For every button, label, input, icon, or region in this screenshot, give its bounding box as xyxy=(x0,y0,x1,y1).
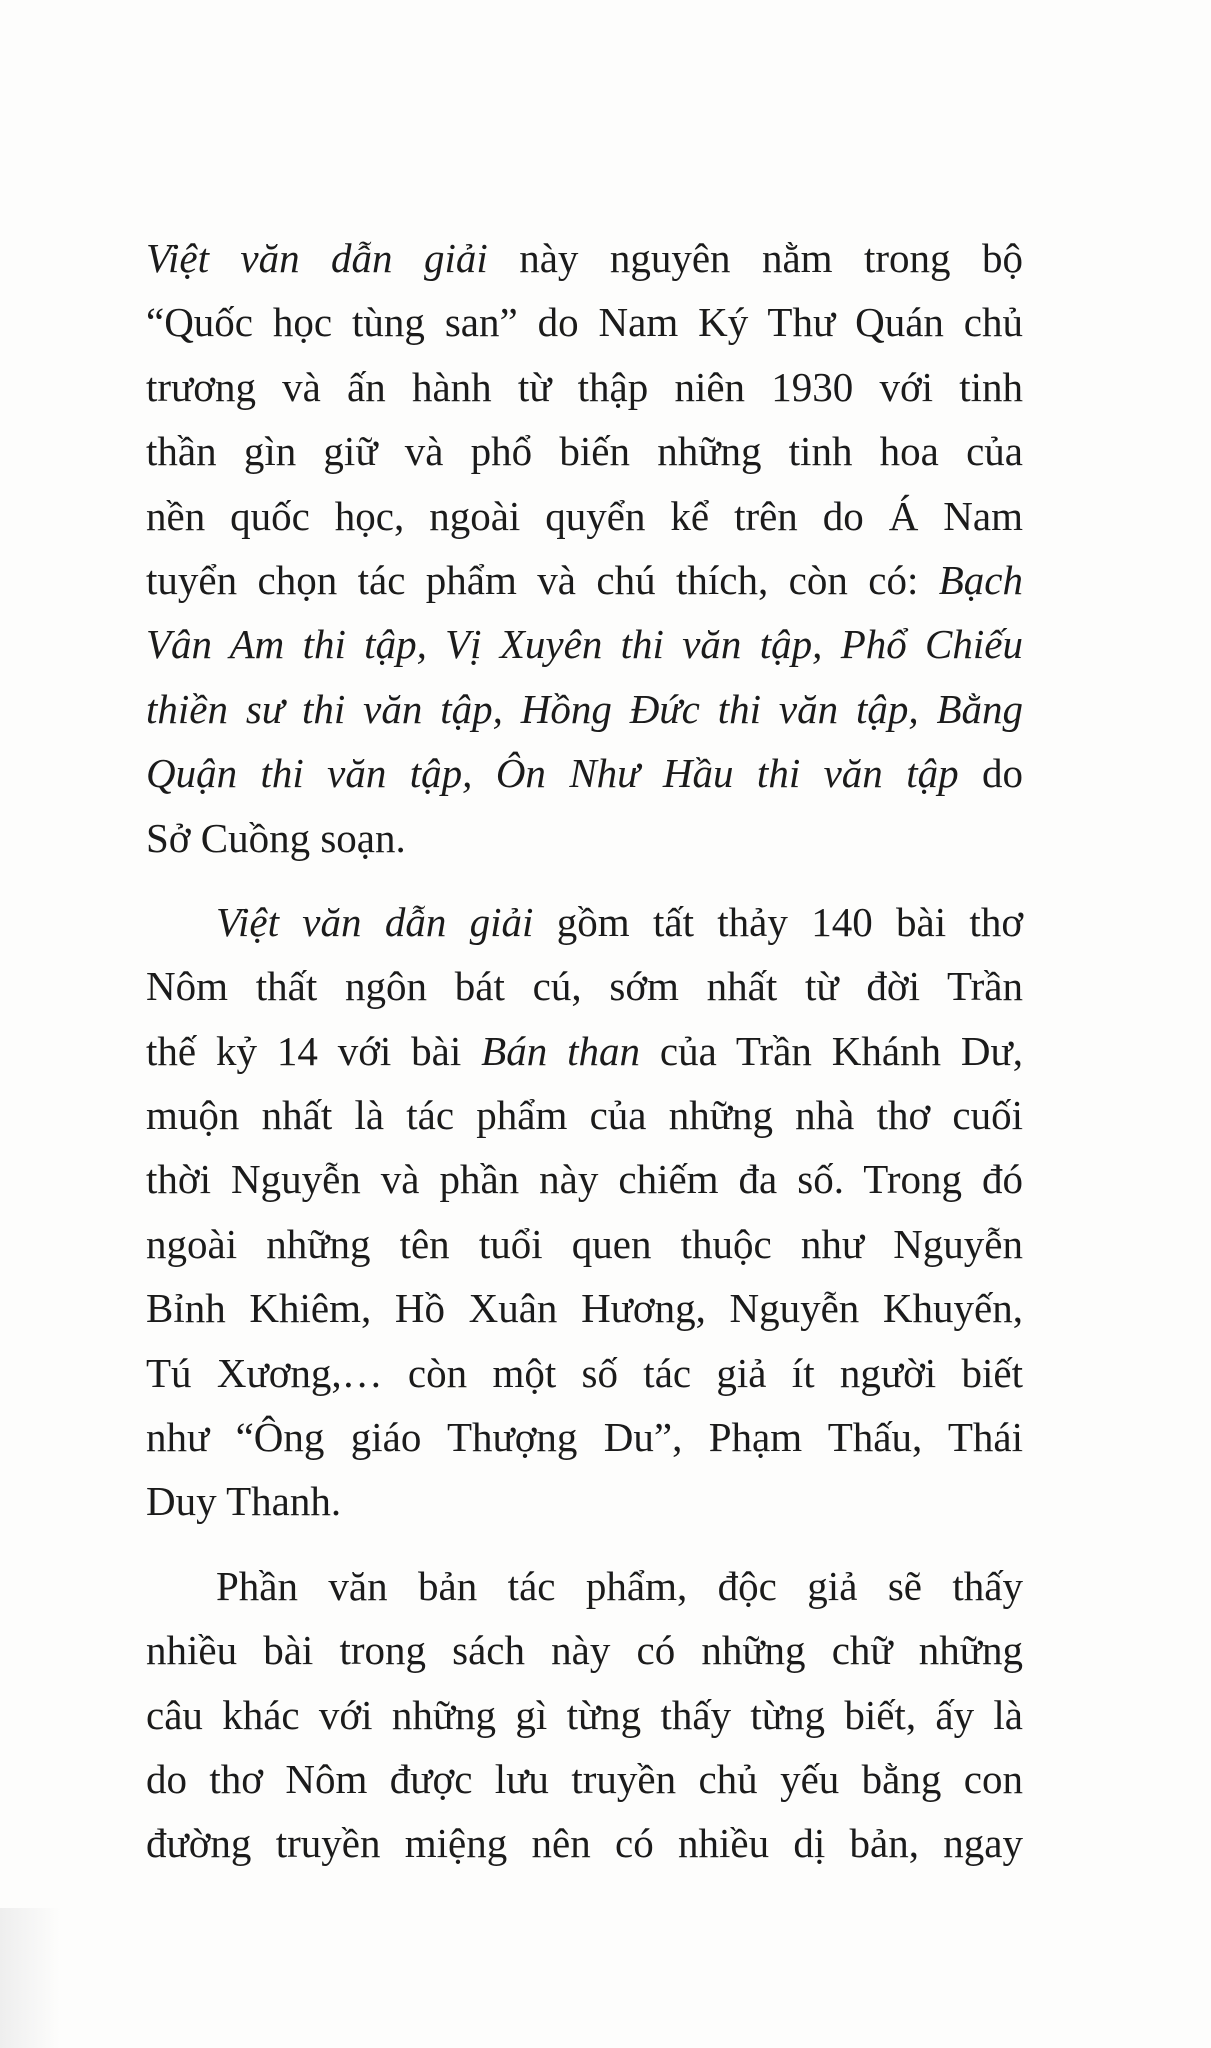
text-line xyxy=(146,355,1023,419)
body-text: Sở Cuồng soạn. xyxy=(146,814,406,861)
text-line xyxy=(146,1811,1023,1875)
text-line xyxy=(146,741,1023,805)
page-edge-shadow xyxy=(0,1908,60,2048)
body-text: ngoài những tên tuổi quen thuộc như Nguyễn xyxy=(146,1220,1023,1267)
text-line xyxy=(146,226,1023,290)
body-text: đường truyền miệng nên có nhiều dị bản, ngay xyxy=(146,1820,1023,1867)
text-line xyxy=(146,1469,1023,1533)
text-line xyxy=(146,290,1023,354)
body-text: nền quốc học, ngoài quyển kể trên do Á Nam xyxy=(146,492,1023,539)
text-line xyxy=(146,806,1023,870)
text-line xyxy=(146,484,1023,548)
text-line xyxy=(146,1212,1023,1276)
book-page-body-text xyxy=(146,226,1023,1896)
body-text: Duy Thanh. xyxy=(146,1478,342,1525)
body-text: này nguyên nằm trong bộ xyxy=(487,235,1023,281)
body-text: Phần văn bản tác phẩm, độc giả sẽ thấy xyxy=(216,1562,1023,1609)
text-line xyxy=(146,1405,1023,1469)
text-line xyxy=(146,1083,1023,1147)
text-line xyxy=(146,419,1023,483)
paragraph xyxy=(146,890,1023,1534)
italic-title-text: Quận thi văn tập, Ôn Như Hầu thi văn tập xyxy=(146,750,959,797)
body-text: câu khác với những gì từng thấy từng biết, ấy là xyxy=(146,1691,1023,1738)
body-text: muộn nhất là tác phẩm của những nhà thơ cuối xyxy=(146,1092,1023,1139)
body-text: trương và ấn hành từ thập niên 1930 với tinh xyxy=(146,363,1023,410)
body-text: như “Ông giáo Thượng Du”, Phạm Thấu, Thái xyxy=(146,1414,1023,1461)
text-line xyxy=(146,1554,1023,1618)
text-line xyxy=(146,677,1023,741)
body-text: thế kỷ 14 với bài xyxy=(146,1027,482,1074)
body-text: thần gìn giữ và phổ biến những tinh hoa của xyxy=(146,428,1023,475)
body-text: nhiều bài trong sách này có những chữ những xyxy=(146,1627,1023,1674)
paragraph xyxy=(146,1554,1023,1876)
italic-title-text: Vân Am thi tập, Vị Xuyên thi văn tập, Phổ Chiếu xyxy=(146,621,1023,668)
body-text: thời Nguyễn và phần này chiếm đa số. Trong đó xyxy=(146,1156,1023,1203)
text-line xyxy=(146,1276,1023,1340)
italic-title-text: Việt văn dẫn giải xyxy=(216,898,534,945)
text-line xyxy=(146,1147,1023,1211)
body-text: của Trần Khánh Dư, xyxy=(639,1027,1024,1074)
text-line xyxy=(146,548,1023,612)
body-text: “Quốc học tùng san” do Nam Ký Thư Quán chủ xyxy=(146,299,1023,346)
body-text: tuyển chọn tác phẩm và chú thích, còn có: xyxy=(146,556,939,603)
body-text: do thơ Nôm được lưu truyền chủ yếu bằng con xyxy=(146,1755,1023,1802)
text-line xyxy=(146,1618,1023,1682)
body-text: Nôm thất ngôn bát cú, sớm nhất từ đời Trần xyxy=(146,963,1023,1010)
body-text: Bỉnh Khiêm, Hồ Xuân Hương, Nguyễn Khuyến, xyxy=(146,1285,1023,1332)
italic-title-text: Bạch xyxy=(938,556,1023,603)
text-line xyxy=(146,1019,1023,1083)
text-line xyxy=(146,1341,1023,1405)
text-line xyxy=(146,890,1023,954)
text-line xyxy=(146,1747,1023,1811)
text-line xyxy=(146,1683,1023,1747)
italic-title-text: Việt văn dẫn giải xyxy=(146,235,488,281)
italic-title-text: thiền sư thi văn tập, Hồng Đức thi văn tập, Bằng xyxy=(146,685,1023,732)
text-line xyxy=(146,612,1023,676)
italic-title-text: Bán than xyxy=(481,1027,640,1074)
body-text: gồm tất thảy 140 bài thơ xyxy=(533,898,1023,945)
body-text: do xyxy=(958,750,1024,797)
text-line xyxy=(146,954,1023,1018)
body-text: Tú Xương,… còn một số tác giả ít người biết xyxy=(146,1349,1023,1396)
paragraph xyxy=(146,226,1023,870)
